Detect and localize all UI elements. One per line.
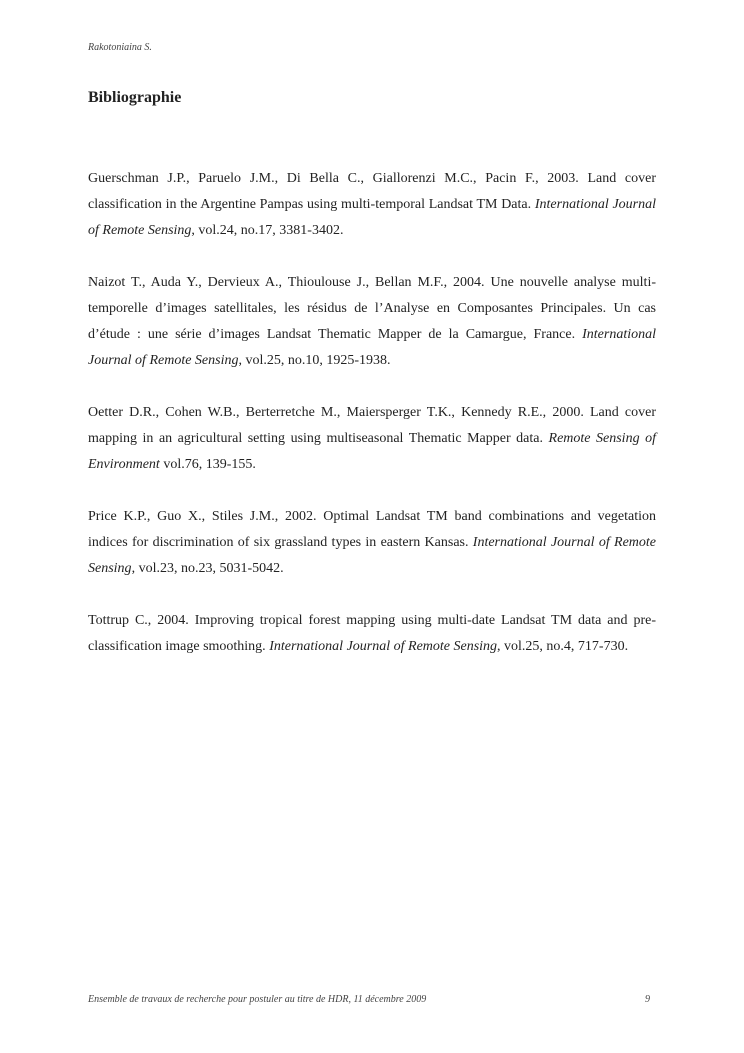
reference-list (88, 166, 656, 686)
page-title: Bibliographie (88, 89, 182, 106)
footer-text: Ensemble de travaux de recherche pour postuler au titre de HDR, 11 décembre 2009 (88, 994, 427, 1005)
reference-text: Tottrup C., 2004. Improving tropical forest mapping using multi-date Landsat TM data and pre-classification image smoothing. (88, 613, 656, 654)
reference-item (88, 166, 656, 244)
reference-text: Guerschman J.P., Paruelo J.M., Di Bella C., Giallorenzi M.C., Pacin F., 2003. Land cover classification in the Argentine Pampas using multi-temporal Landsat TM Data. (88, 171, 656, 212)
reference-details: vol.76, 139-155. (159, 457, 256, 472)
page-number: 9 (645, 994, 650, 1005)
reference-journal: Remote Sensing of Environment (88, 431, 656, 472)
reference-details: , vol.23, no.23, 5031-5042. (131, 561, 284, 576)
reference-details: , vol.25, no.10, 1925-1938. (238, 353, 391, 368)
reference-journal: International Journal of Remote Sensing (88, 197, 657, 238)
reference-journal: International Journal of Remote Sensing (88, 535, 656, 576)
reference-text: Oetter D.R., Cohen W.B., Berterretche M., Maiersperger T.K., Kennedy R.E., 2000. Land cover mapping in an agricultural setting using multiseasonal Thematic Mapper data. (88, 405, 656, 446)
reference-item (88, 608, 656, 660)
reference-details: , vol.25, no.4, 717-730. (497, 639, 629, 654)
reference-item (88, 270, 656, 374)
running-footer (88, 994, 656, 1005)
reference-item (88, 504, 656, 582)
reference-journal: International Journal of Remote Sensing (88, 327, 656, 368)
reference-text: Price K.P., Guo X., Stiles J.M., 2002. Optimal Landsat TM band combinations and vegetation indices for discrimination of six grassland types in eastern Kansas. (88, 509, 656, 550)
reference-journal: International Journal of Remote Sensing (269, 639, 498, 654)
reference-text: Naizot T., Auda Y., Dervieux A., Thioulouse J., Bellan M.F., 2004. Une nouvelle analyse multi-temporelle d’images satellitales, les résidus de l’Analyse en Composantes Principales. Un cas d’étude : une série d’images Landsat Thematic Mapper de la Camargue, France. (88, 275, 656, 342)
reference-details: , vol.24, no.17, 3381-3402. (191, 223, 344, 238)
reference-item (88, 400, 656, 478)
running-header-author: Rakotoniaina S. (88, 42, 152, 53)
